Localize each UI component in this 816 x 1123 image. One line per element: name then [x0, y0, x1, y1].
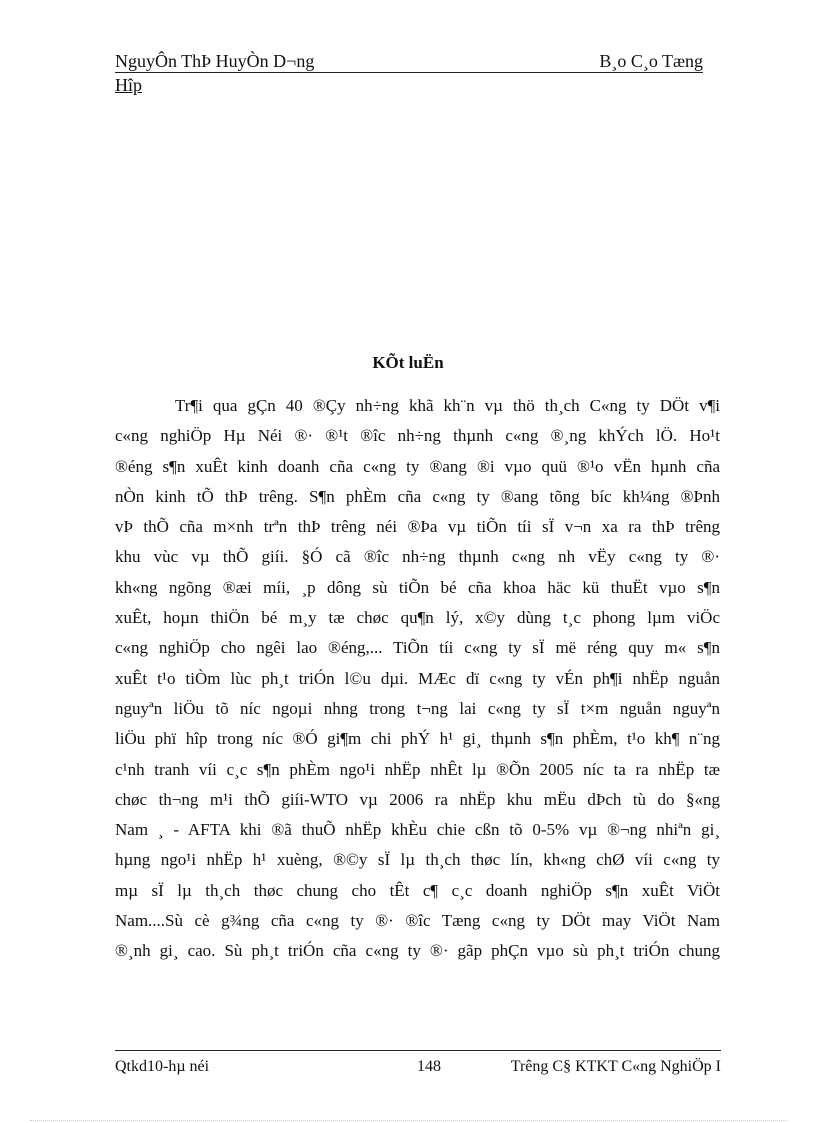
- body-line: kh«ng ngõng ®æi míi, ¸p dông sù tiÕn bé cña khoa häc kü thuËt vµo s¶n: [115, 577, 720, 597]
- page-bottom-dotted-edge: [30, 1120, 786, 1121]
- body-line: mµ sÏ lµ th¸ch thøc chung cho tÊt c¶ c¸c doanh nghiÖp s¶n xuÊt ViÖt: [115, 880, 720, 900]
- body-line: ®¸nh gi¸ cao. Sù ph¸t triÓn cña c«ng ty ®· gãp phÇn vµo sù ph¸t triÓn chung: [115, 941, 720, 961]
- body-line: ®éng s¶n xuÊt kinh doanh cña c«ng ty ®ang ®i vµo quü ®¹o vËn hµnh cña: [115, 456, 720, 476]
- header-line: [115, 50, 703, 73]
- body-line: khu vùc vµ thÕ giíi. §Ó cã ®îc nh÷ng thµnh c«ng nh vËy c«ng ty ®·: [115, 547, 720, 567]
- body-line: Nam....Sù cè g¾ng cña c«ng ty ®· ®îc Tæng c«ng ty DÖt may ViÖt Nam: [115, 911, 720, 931]
- body-line: c¹nh tranh víi c¸c s¶n phÈm ngo¹i nhËp nhÊt lµ ®Õn 2005 níc ta ra nhËp tæ: [115, 759, 720, 779]
- body-paragraph: [115, 391, 720, 967]
- body-line: xuÊt t¹o tiÒm lùc ph¸t triÓn l©u dµi. MÆc dï c«ng ty vÉn ph¶i nhËp nguån: [115, 668, 720, 688]
- page-header: [115, 50, 703, 106]
- header-report-title: B¸o C¸o Tæng: [599, 51, 703, 71]
- body-line: hµng ngo¹i nhËp h¹ xuèng, ®©y sÏ lµ th¸ch thøc lín, kh«ng chØ víi c«ng ty: [115, 850, 720, 870]
- header-report-title-continued: Hîp: [115, 75, 142, 95]
- body-line: vÞ thÕ cña m×nh trªn thÞ trêng néi ®Þa vµ tiÕn tíi sÏ v¬n xa ra thÞ trêng: [115, 517, 720, 537]
- header-author: NguyÔn ThÞ HuyÒn D¬ng: [115, 51, 315, 71]
- body-line: Nam ¸ - AFTA khi ®ã thuÕ nhËp khÈu chie cßn tõ 0-5% vµ ®¬ng nhiªn gi¸: [115, 820, 720, 840]
- page-footer: [115, 1056, 721, 1078]
- footer-left: Qtkd10-hµ néi: [115, 1058, 210, 1075]
- body-line: xuÊt, hoµn thiÖn bé m¸y tæ chøc qu¶n lý, x©y dùng t¸c phong lµm viÖc: [115, 608, 720, 628]
- section-title: KÕt luËn: [372, 353, 444, 372]
- body-line: Tr¶i qua gÇn 40 ®Çy nh÷ng khã kh¨n vµ thö th¸ch C«ng ty DÖt v¶i: [175, 396, 720, 415]
- body-line: c«ng nghiÖp cho ngêi lao ®éng,... TiÕn tíi c«ng ty sÏ më réng quy m« s¶n: [115, 638, 720, 658]
- footer-divider: [115, 1050, 721, 1051]
- body-line: nguyªn liÖu tõ níc ngoµi nhng trong t¬ng lai c«ng ty sÏ t×m nguån nguyªn: [115, 698, 720, 718]
- footer-right: Trêng C§ KTKT C«ng NghiÖp I: [510, 1058, 721, 1075]
- page-number: 148: [417, 1058, 441, 1075]
- body-line: liÖu phï hîp trong níc ®Ó gi¶m chi phÝ h¹ gi¸ thµnh s¶n phÈm, t¹o kh¶ n¨ng: [115, 729, 720, 749]
- body-line: chøc th¬ng m¹i thÕ giíi-WTO vµ 2006 ra nhËp khu mËu dÞch tù do §«ng: [115, 789, 720, 809]
- body-line: nÒn kinh tÕ thÞ trêng. S¶n phÈm cña c«ng ty ®ang tõng bíc kh¼ng ®Þnh: [115, 486, 720, 506]
- body-line: c«ng nghiÖp Hµ Néi ®· ®¹t ®îc nh÷ng thµnh c«ng ®¸ng khÝch lÖ. Ho¹t: [115, 426, 720, 446]
